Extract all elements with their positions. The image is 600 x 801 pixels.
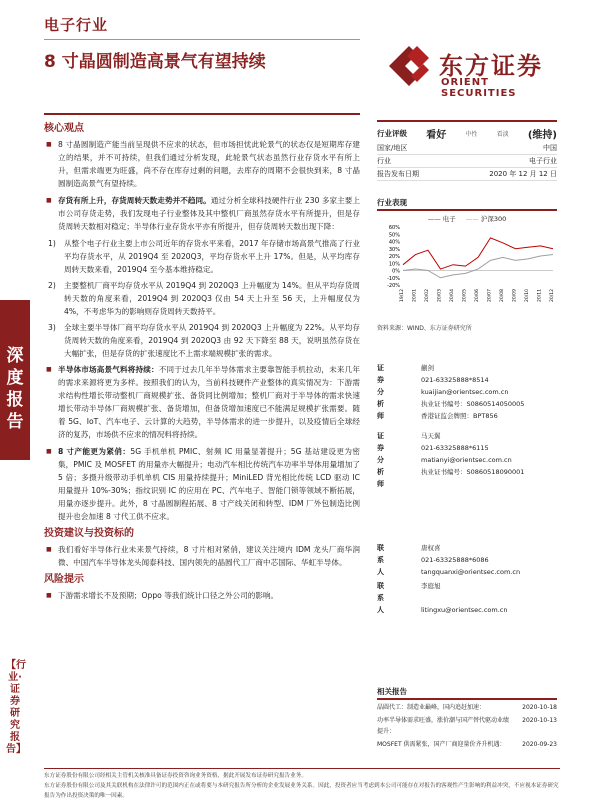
y-tick-label: 40% (388, 239, 400, 246)
rating-negative: 看淡 (496, 130, 509, 138)
rating-maintain: (维持) (527, 129, 557, 141)
series-line-electronics (403, 238, 553, 269)
related-report-date: 2020-09-23 (522, 741, 557, 748)
related-report-item[interactable] (377, 739, 557, 750)
related-report-title[interactable]: 晶圆代工：制造业巅峰，国内追赶加速： (377, 704, 486, 711)
industry-performance-chart (377, 223, 557, 313)
info-key: 国家/地区 (377, 144, 408, 152)
sub-point-1: 1) 从整个电子行业主要上市公司近年的存货水平来看，2017 年存储市场高景气推高了行业平均存货水平，从 2019Q4 至 2020Q3，平均存货水平上升 17%。但是，从平均库存周转天数来看，2019Q4 至今基本维持稳定。 (48, 239, 360, 274)
sub-point-3-text: 全球主要半导体厂商平均存货水平从 2019Q4 到 2020Q3 上升幅度为 22%。从平均存货周转天数的角度来看，2019Q4 到 2020Q3 由 92 天下降至 88 天，说明虽然存货在大幅扩张，但是存货的扩张速度比不上需求端规模扩张的需求。 (64, 323, 360, 358)
rating-label: 行业评级 (377, 128, 407, 138)
info-key: 行业 (377, 157, 391, 165)
core-bullet-4 (44, 445, 360, 523)
y-tick-label: -20% (387, 283, 400, 289)
bullet-4-lead: 8 寸产能更为紧俏： (58, 447, 131, 456)
info-row (377, 155, 557, 168)
related-report-date: 2020-10-13 (522, 717, 557, 724)
core-bullet-2 (44, 194, 360, 233)
sub-point-1-text: 从整个电子行业主要上市公司近年的存货水平来看，2017 年存储市场高景气推高了行业平均存货水平，从 2019Q4 至 2020Q3，平均存货水平上升 17%。但是，从平均库存周转天数来看，2019Q4 至今基本维持稳定。 (64, 239, 360, 274)
orient-logo-icon (385, 42, 433, 90)
x-tick-label: 20/02 (425, 289, 430, 302)
info-value: 电子行业 (529, 157, 557, 165)
company-logo (385, 40, 565, 100)
right-panel (377, 120, 557, 332)
investment-bullet: ■ 我们看好半导体行业未来景气持续，8 寸片相对紧俏，建议关注境内 IDM 龙头厂商华润微、中国汽车半导体龙头闻泰科技、国内领先的晶圆代工厂商中芯国际、华虹半导体。 (44, 543, 360, 569)
sub-point-3: 3) 全球主要半导体厂商平均存货水平从 2019Q4 到 2020Q3 上升幅度为 22%。从平均存货周转天数的角度来看，2019Q4 到 2020Q3 由 92 天下降至 88 天，说明虽然存货在大幅扩张，但是存货的扩张速度比不上需求端规模扩张的需求。 (48, 323, 360, 358)
bullet-4-body: 5G 手机单机 PMIC、射频 IC 用量显著提升；5G 基站建设更为密集，PMIC 及 MOSFET 的用量亦大幅提升；电动汽车相比传统汽车功率半导体用量增加了 5 倍；多摄升级带动手机单机 CIS 用量持续提升；MiniLED 背光相比传统 LCD 驱动 IC 用量提升 10%-30%；指纹识别 IC 的应用在 PC、汽车电子、智能门锁等领域不断拓展，用量亦逐步提升。此外，8 寸晶圆制程拓展、8 寸产线关闭和转型、IDM 厂外包制造比例提升也会加速 8 寸代工供不应求。 (58, 447, 360, 521)
core-view-heading: 核心观点 (44, 123, 84, 134)
rating-neutral: 中性 (465, 130, 478, 138)
analyst-role: 证券分析师 (377, 432, 384, 488)
y-tick-label: 60% (388, 225, 400, 231)
rating-row (377, 120, 557, 142)
info-row (377, 168, 557, 181)
analyst-phone: 021-63325888*8514 (421, 376, 489, 384)
legend-electronics-label: 电子 (442, 215, 456, 223)
rating-value: 看好 (426, 129, 447, 141)
contact-name: 唐权喜 (421, 544, 441, 552)
bullet-2-body: 通过分析全球科技硬件行业 230 多家主要上市公司存货走势，我们发现电子行业整体及其中整机厂商虽然存货水平有所提升，但是存货周转天数相对稳定；半导体行业存货水平亦有所提升，但存货周转天数出现下降： (58, 196, 361, 231)
disclaimer-line-2: 东方证券股份有限公司及其关联机构在法律许可的范围内正在或将要与本研究报告所分析的企业发展业务关系。因此，投资者应当考虑到本公司可能存在对报告的客观性产生影响的利益冲突，不应视本证券研究报告为作出投资决策的唯一因素。 (44, 783, 559, 799)
y-tick-label: 10% (388, 261, 400, 268)
disclaimer-footer (44, 768, 560, 801)
x-tick-label: 20/06 (475, 289, 480, 302)
main-content (44, 120, 360, 606)
contact-email[interactable]: litingxu@orientsec.com.cn (421, 606, 508, 614)
bullet-3-lead: 半导体市场高景气料将持续： (58, 365, 159, 374)
analyst-phone: 021-63325888*6115 (421, 444, 489, 452)
chart-legend (377, 214, 557, 223)
report-category-label: 【行业·证券研究报告】 (6, 660, 26, 755)
legend-electronics: —— 电子 (427, 215, 456, 223)
analyst-license: 执业证书编号：S0860518090001 (421, 468, 525, 476)
legend-csi300: —— 沪深300 (465, 215, 507, 223)
related-reports (377, 686, 557, 750)
header-bar (44, 10, 360, 40)
logo-chinese-name: 东方证券 (439, 52, 543, 80)
report-type-label: 深度报告 (6, 346, 24, 432)
related-report-title[interactable]: MOSFET 供需紧张，国产厂商迎量价齐升机遇： (377, 741, 506, 748)
investment-heading: 投资建议与投资标的 (44, 528, 134, 539)
x-tick-label: 19/12 (400, 289, 405, 302)
info-value: 中国 (543, 144, 557, 152)
report-title: 8 寸晶圆制造高景气有望持续 (44, 52, 266, 72)
analyst-name: 蒯剑 (421, 364, 434, 372)
contact-phone (421, 592, 561, 604)
y-tick-label: 20% (388, 254, 400, 260)
related-report-item[interactable] (377, 702, 557, 713)
analyst-license: 执业证书编号：S0860514050005 (421, 400, 525, 408)
analyst-name: 马天翼 (421, 432, 441, 440)
related-report-date: 2020-10-18 (522, 704, 557, 711)
contact-email[interactable]: tangquanxi@orientsec.com.cn (421, 568, 521, 576)
x-tick-label: 20/04 (450, 289, 455, 302)
x-tick-label: 20/03 (437, 289, 443, 302)
risk-bullet: ■ 下游需求增长不及预期；Oppo 等我们统计口径之外公司的影响。 (44, 589, 360, 602)
bullet-3-body: 不同于过去几年半导体需求主要靠智能手机拉动，未来几年的需求来源将更为多样。按照我们的认为，当前科技硬件产业整体的真实情况为：下游需求结构性增长带动整机厂商规模扩张、备货同比例增加；整机厂商对于半导体的需求快速增长带动半导体厂商规模扩张、备货增加，但备货增加速度已不能满足规模扩张需要。随着 5G、IoT、汽车电子、云计算的大趋势，半导体需求的进一步提升，以及疫情后全球经济的复苏，市场供不应求的情况料将持续。 (58, 365, 360, 439)
info-key: 报告发布日期 (377, 170, 419, 178)
related-report-title[interactable]: 功率半导体需求旺盛，涨价潮与国产替代驱动业绩提升： (377, 717, 510, 735)
x-tick-label: 20/08 (500, 289, 505, 302)
info-value: 2020 年 12 月 12 日 (489, 170, 557, 178)
logo-english-name: ORIENT SECURITIES (441, 77, 517, 99)
x-tick-label: 20/09 (512, 289, 518, 302)
related-reports-heading: 相关报告 (377, 686, 557, 700)
x-tick-label: 20/11 (537, 289, 543, 302)
analyst-email[interactable]: matianyi@orientsec.com.cn (421, 456, 512, 464)
analyst-hk-license: 香港证监会牌照：BPT856 (421, 412, 498, 420)
disclaimer-line-1: 东方证券股份有限公司经相关主管机关核准具备证券投资咨询业务资格，据此开展发布证券研究报告业务。 (44, 773, 307, 779)
contact-phone: 021-63325888*6086 (421, 556, 489, 564)
core-bullet-3 (44, 363, 360, 441)
analyst-email[interactable]: kuaijian@orientsec.com.cn (421, 388, 509, 396)
info-row (377, 142, 557, 155)
x-tick-label: 20/07 (487, 289, 493, 302)
chart-source: 资料来源：WIND、东方证券研究所 (377, 325, 472, 332)
y-tick-label: 30% (388, 246, 400, 253)
x-tick-label: 20/12 (550, 289, 555, 302)
title-divider (44, 113, 360, 115)
industry-label: 电子行业 (44, 16, 109, 34)
chart-title: 行业表现 (377, 197, 557, 211)
sub-point-2: 2) 主要整机厂商平均存货水平从 2019Q4 到 2020Q3 上升幅度为 14%。但从平均存货周转天数的角度来看，2019Q4 到 2020Q3 仅由 54 天上升至 56 天，上升幅度仅为 4%，不考虑华为的影响则存货周转天数持平。 (48, 281, 360, 316)
contact-role: 联系人 (377, 582, 384, 614)
x-tick-label: 20/01 (412, 289, 418, 302)
related-report-item[interactable] (377, 715, 557, 737)
y-tick-label: 0% (392, 268, 400, 275)
x-tick-label: 20/10 (525, 289, 530, 302)
risk-heading: 风险提示 (44, 574, 84, 585)
y-tick-label: 50% (388, 232, 400, 239)
contact-name: 李庭旭 (421, 582, 441, 590)
y-tick-label: -10% (387, 275, 400, 282)
analyst-role: 证券分析师 (377, 364, 384, 420)
legend-csi300-label: 沪深300 (480, 215, 507, 223)
bullet-2-lead: 存货有所上升，存货周转天数走势并不趋同。 (58, 196, 211, 205)
x-tick-label: 20/05 (462, 289, 468, 302)
contact-role: 联系人 (377, 544, 384, 576)
core-bullet-1: ■ 8 寸晶圆制造产能当前呈现供不应求的状态，但市场担忧此轮景气的状态仅是短期库存建立的结果，并不可持续，但我们通过分析发现，此轮景气状态虽然行业存货水平有所上升，但需求端更为旺盛，尚不存在库存过剩的问题，去库存的周期不会很快到来，8 寸晶圆制造高景气有望持续。 (44, 138, 360, 190)
sub-point-2-text: 主要整机厂商平均存货水平从 2019Q4 到 2020Q3 上升幅度为 14%。但从平均存货周转天数的角度来看，2019Q4 到 2020Q3 仅由 54 天上升至 56 天，上升幅度仅为 4%，不考虑华为的影响则存货周转天数持平。 (64, 281, 360, 316)
